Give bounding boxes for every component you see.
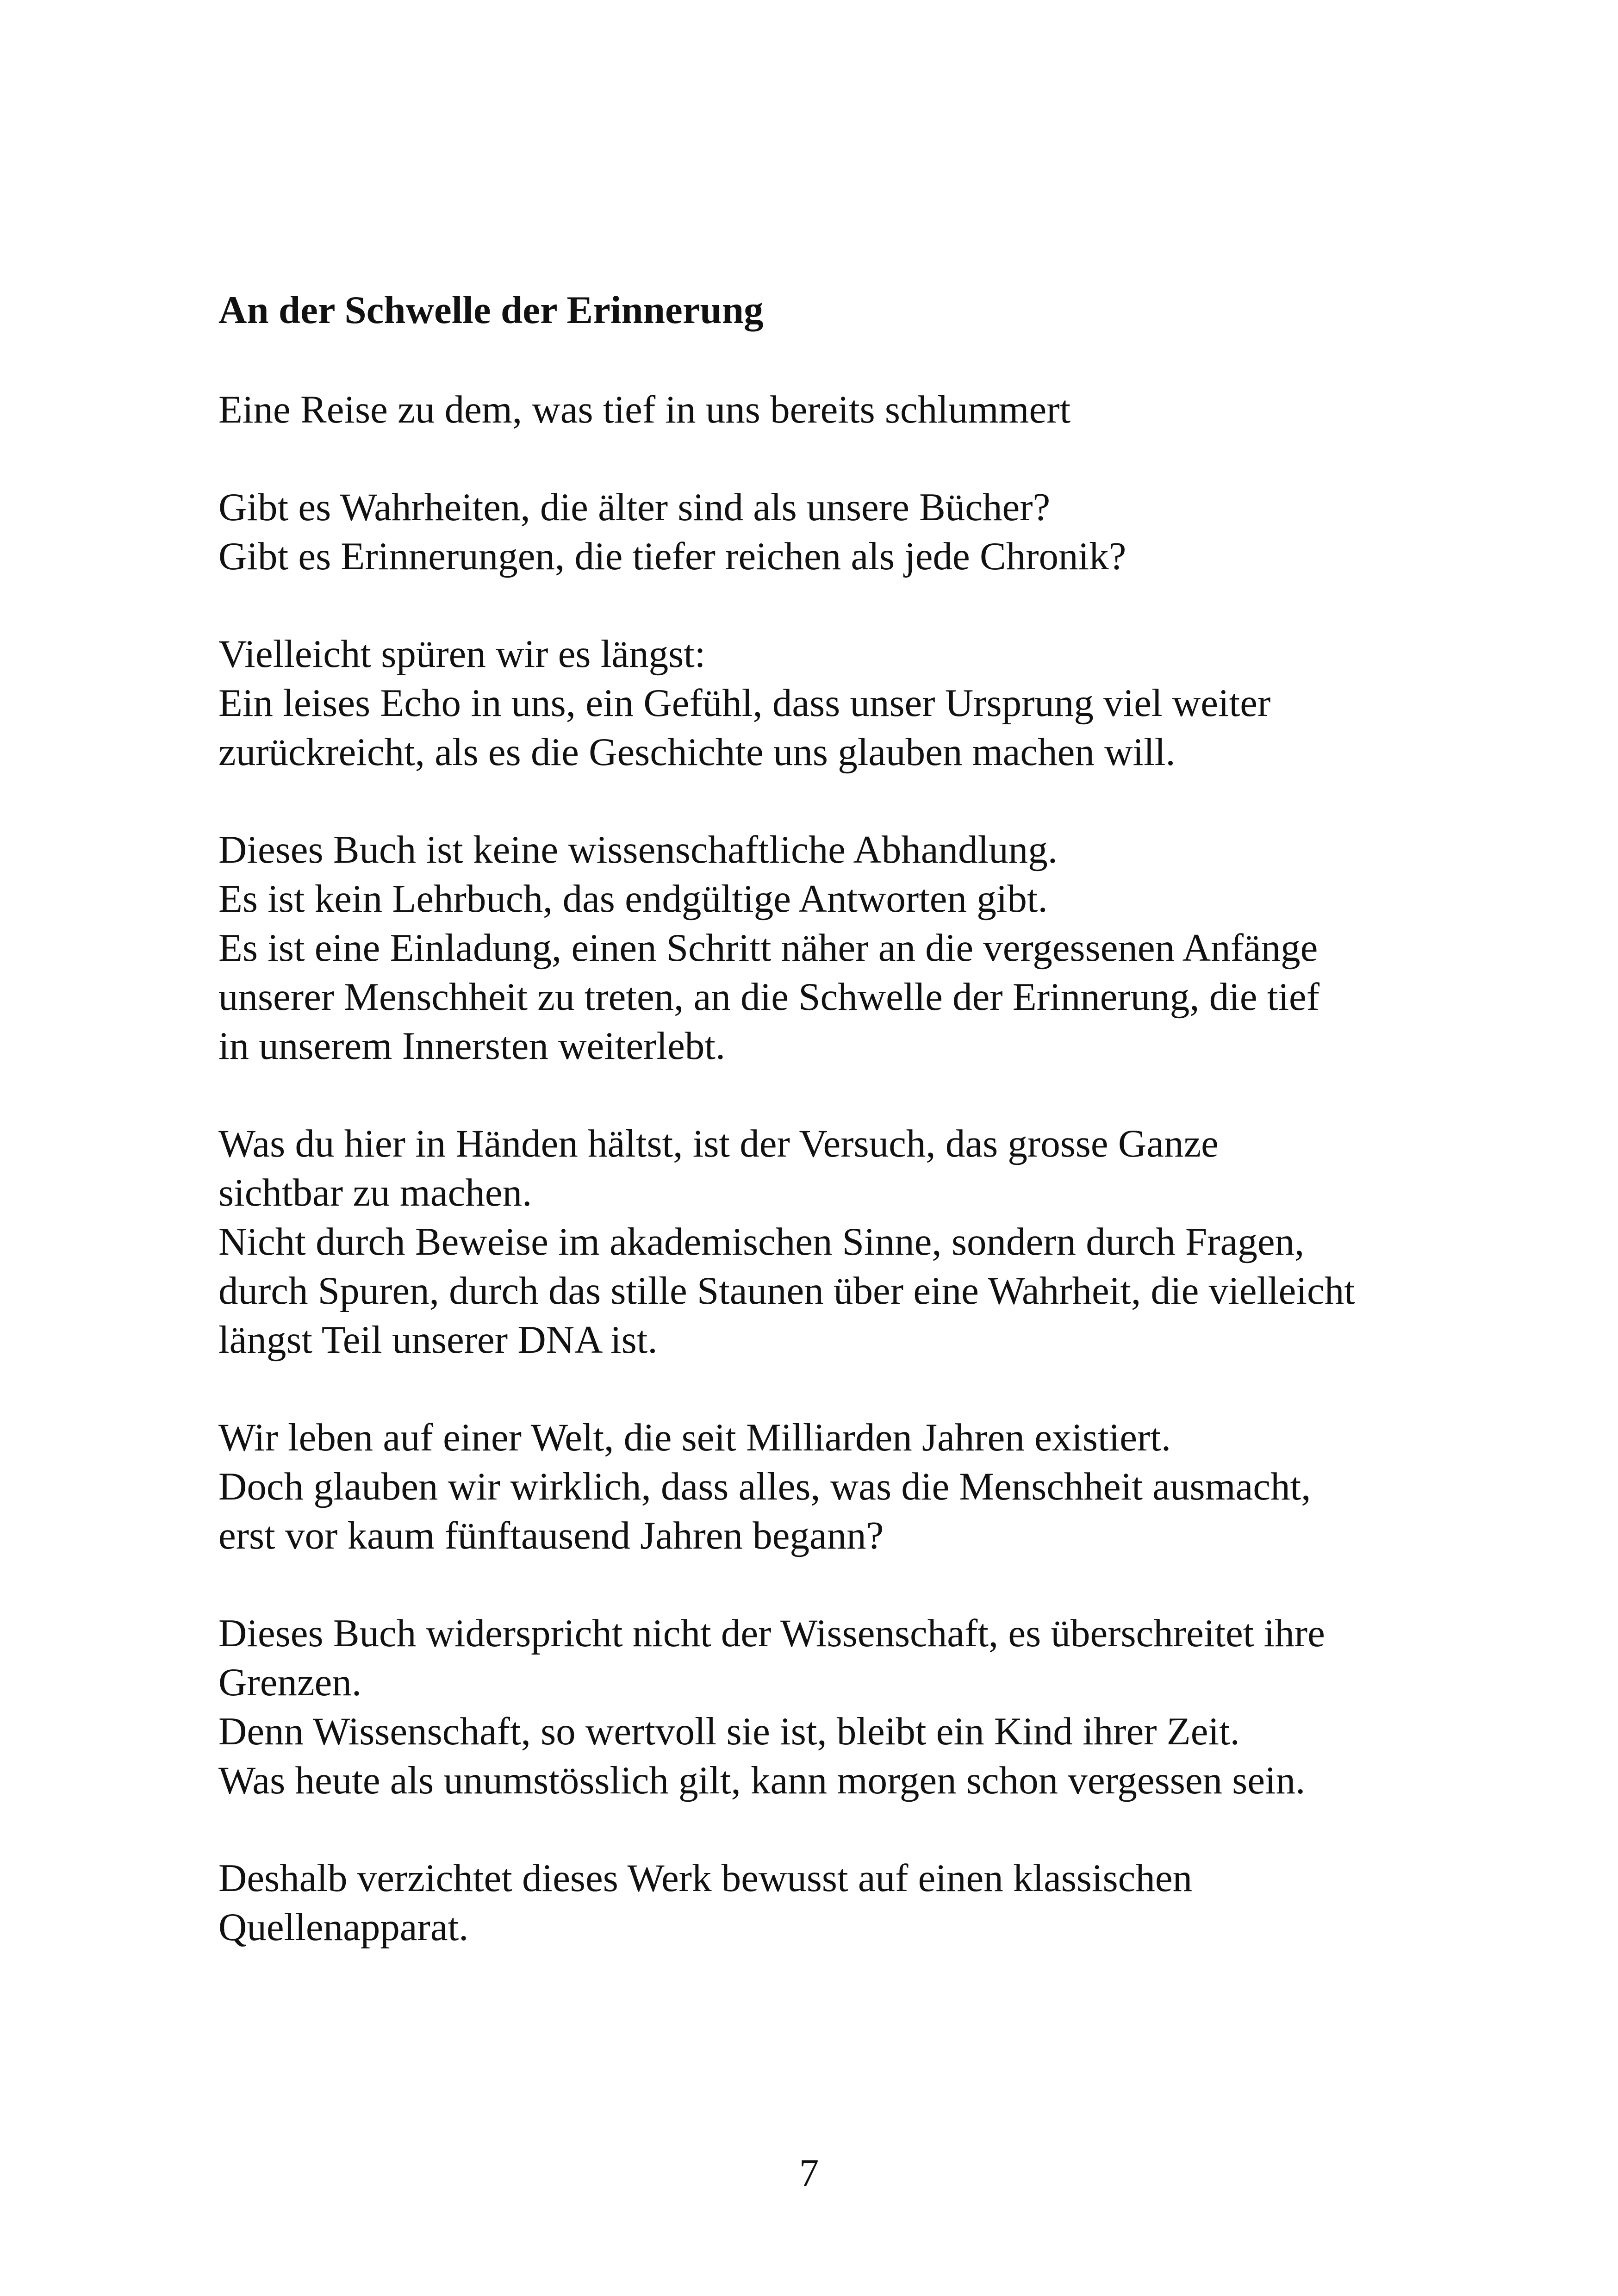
text-line: Nicht durch Beweise im akademischen Sinne, sondern durch Fragen, — [218, 1220, 1305, 1263]
page-number: 7 — [799, 2151, 819, 2195]
paragraph — [218, 1854, 1431, 1952]
page-content — [218, 287, 1431, 2000]
text-line: sichtbar zu machen. — [218, 1171, 532, 1214]
text-line: Es ist kein Lehrbuch, das endgültige Antworten gibt. — [218, 877, 1048, 921]
text-line: zurückreicht, als es die Geschichte uns glauben machen will. — [218, 730, 1176, 774]
text-line: Doch glauben wir wirklich, dass alles, was die Menschheit ausmacht, — [218, 1465, 1311, 1508]
paragraph — [218, 1609, 1431, 1805]
text-line: in unserem Innersten weiterlebt. — [218, 1024, 726, 1068]
paragraph — [218, 629, 1431, 777]
paragraph — [218, 1119, 1431, 1364]
text-line: Quellenapparat. — [218, 1905, 469, 1949]
text-line: Dieses Buch widerspricht nicht der Wissenschaft, es überschreitet ihre — [218, 1612, 1325, 1655]
text-line: längst Teil unserer DNA ist. — [218, 1318, 658, 1362]
text-line: Dieses Buch ist keine wissenschaftliche Abhandlung. — [218, 828, 1058, 871]
text-line: Was heute als unumstösslich gilt, kann morgen schon vergessen sein. — [218, 1759, 1306, 1802]
text-line: Ein leises Echo in uns, ein Gefühl, dass unser Ursprung viel weiter — [218, 681, 1271, 725]
text-line: Wir leben auf einer Welt, die seit Milliarden Jahren existiert. — [218, 1416, 1171, 1459]
text-line: durch Spuren, durch das stille Staunen über eine Wahrheit, die vielleicht — [218, 1269, 1355, 1313]
text-line: Gibt es Wahrheiten, die älter sind als unsere Bücher? — [218, 485, 1051, 529]
text-line: Deshalb verzichtet dieses Werk bewusst auf einen klassischen — [218, 1856, 1193, 1900]
text-line: unserer Menschheit zu treten, an die Schwelle der Erinnerung, die tief — [218, 975, 1320, 1019]
text-line: Grenzen. — [218, 1661, 362, 1704]
paragraph — [218, 825, 1431, 1070]
text-line: Denn Wissenschaft, so wertvoll sie ist, bleibt ein Kind ihrer Zeit. — [218, 1710, 1240, 1753]
paragraph — [218, 1413, 1431, 1560]
chapter-title: An der Schwelle der Erinnerung — [218, 288, 764, 332]
text-line: Vielleicht spüren wir es längst: — [218, 632, 706, 676]
text-line: Es ist eine Einladung, einen Schritt näher an die vergessenen Anfänge — [218, 926, 1318, 970]
text-line: Was du hier in Händen hältst, ist der Versuch, das grosse Ganze — [218, 1122, 1219, 1165]
chapter-subtitle: Eine Reise zu dem, was tief in uns bereits schlummert — [218, 388, 1071, 431]
text-line: Gibt es Erinnerungen, die tiefer reichen als jede Chronik? — [218, 535, 1126, 578]
paragraph — [218, 483, 1431, 581]
text-line: erst vor kaum fünftausend Jahren begann? — [218, 1514, 884, 1557]
